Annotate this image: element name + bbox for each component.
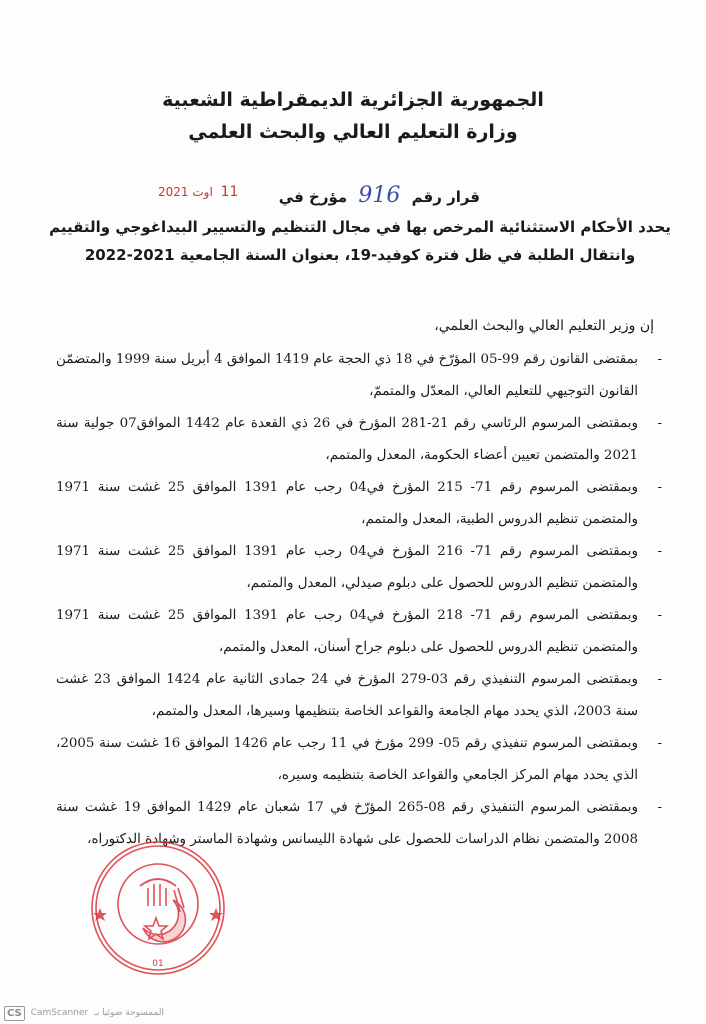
scanner-watermark — [4, 1004, 164, 1022]
list-item — [56, 408, 666, 472]
bullet-dash: - — [657, 672, 662, 687]
bullet-dash: - — [657, 480, 662, 495]
republic-name: الجمهورية الجزائرية الديمقراطية الشعبية — [162, 89, 544, 111]
list-item-text: وبمقتضى المرسوم رقم 71- 218 المؤرخ في04 رجب عام 1391 الموافق 25 غشت سنة 1971 والمتضمن تنظيم الدروس للحصول على دبلوم جراح أسنان، المعدل والمتمم، — [56, 608, 638, 655]
list-item — [56, 472, 666, 536]
decision-date-month-year: اوت 2021 — [158, 185, 213, 199]
bullet-dash: - — [657, 736, 662, 751]
subject-line-2: وانتقال الطلبة في ظل فترة كوفيد-19، بعنوان السنة الجامعية 2021-2022 — [84, 246, 636, 264]
list-item — [56, 728, 666, 792]
stamp-star-right — [209, 908, 223, 921]
bullet-dash: - — [657, 544, 662, 559]
bullet-dash: - — [657, 800, 662, 815]
list-item-text: وبمقتضى المرسوم رقم 71- 216 المؤرخ في04 رجب عام 1391 الموافق 25 غشت سنة 1971 والمتضمن تنظيم الدروس للحصول على دبلوم صيدلي، المعدل والمتمم، — [56, 544, 638, 591]
stamp-number: 01 — [152, 959, 164, 969]
scanned-by-label: الممسوحة ضوئيا بـ — [94, 1008, 164, 1018]
list-item — [56, 344, 666, 408]
list-item-text: وبمقتضى المرسوم التنفيذي رقم 08-265 المؤرّخ في 17 شعبان عام 1429 الموافق 19 غشت سنة 2008 والمتضمن نظام الدراسات للحصول على شهادة الليسانس وشهادة الماستر وشهادة الدكتوراه، — [56, 800, 638, 847]
decision-date-day: 11 — [220, 184, 239, 200]
document-header — [0, 84, 706, 148]
decision-label: قرار رقم — [411, 188, 480, 206]
minister-intro: إن وزير التعليم العالي والبحث العلمي، — [434, 318, 654, 334]
list-item — [56, 536, 666, 600]
bullet-dash: - — [657, 608, 662, 623]
subject-line-1: يحدد الأحكام الاستثنائية المرخص بها في مجال التنظيم والتسيير البيداغوجي والتقييم — [49, 218, 671, 236]
list-item-text: وبمقتضى المرسوم تنفيذي رقم 05- 299 مؤرخ في 11 رجب عام 1426 الموافق 16 غشت سنة 2005، الذي يحدد مهام المركز الجامعي والقواعد الخاصة بتنظيمه وسيره، — [56, 736, 639, 783]
list-item-text: بمقتضى القانون رقم 99-05 المؤرّخ في 18 ذي الحجة عام 1419 الموافق 4 أبريل سنة 1999 والمتضمّن القانون التوجيهي للتعليم العالي، المعدّل والمتممّ، — [56, 352, 638, 399]
bullet-dash: - — [657, 352, 662, 367]
list-item-text: وبمقتضى المرسوم رقم 71- 215 المؤرخ في04 رجب عام 1391 الموافق 25 غشت سنة 1971 والمتضمن تنظيم الدروس الطبية، المعدل والمتمم، — [56, 480, 638, 527]
legal-references-list — [56, 344, 666, 856]
list-item — [56, 664, 666, 728]
camscanner-logo-icon: CS — [4, 1006, 25, 1021]
stamp-star-left — [93, 908, 107, 921]
decision-subject — [40, 213, 680, 269]
decision-dated-label: مؤرخ في — [278, 188, 348, 206]
decision-date — [158, 184, 238, 200]
ministry-name: وزارة التعليم العالي والبحث العلمي — [188, 121, 518, 143]
list-item-text: وبمقتضى المرسوم التنفيذي رقم 03-279 المؤرخ في 24 جمادى الثانية عام 1424 الموافق 23 غشت سنة 2003، الذي يحدد مهام الجامعة والقواعد الخاصة بتنظيمها وسيرها، المعدل والمتمم، — [56, 672, 638, 719]
decision-number: 916 — [358, 183, 401, 208]
list-item-text: وبمقتضى المرسوم الرئاسي رقم 21-281 المؤرخ في 26 ذي القعدة عام 1442 الموافق07 جولية سنة 2021 والمتضمن تعيين أعضاء الحكومة، المعدل والمتمم، — [56, 416, 638, 463]
ministry-seal-stamp — [88, 838, 228, 978]
camscanner-app-name: CamScanner — [30, 1008, 89, 1018]
bullet-dash: - — [657, 416, 662, 431]
list-item — [56, 600, 666, 664]
